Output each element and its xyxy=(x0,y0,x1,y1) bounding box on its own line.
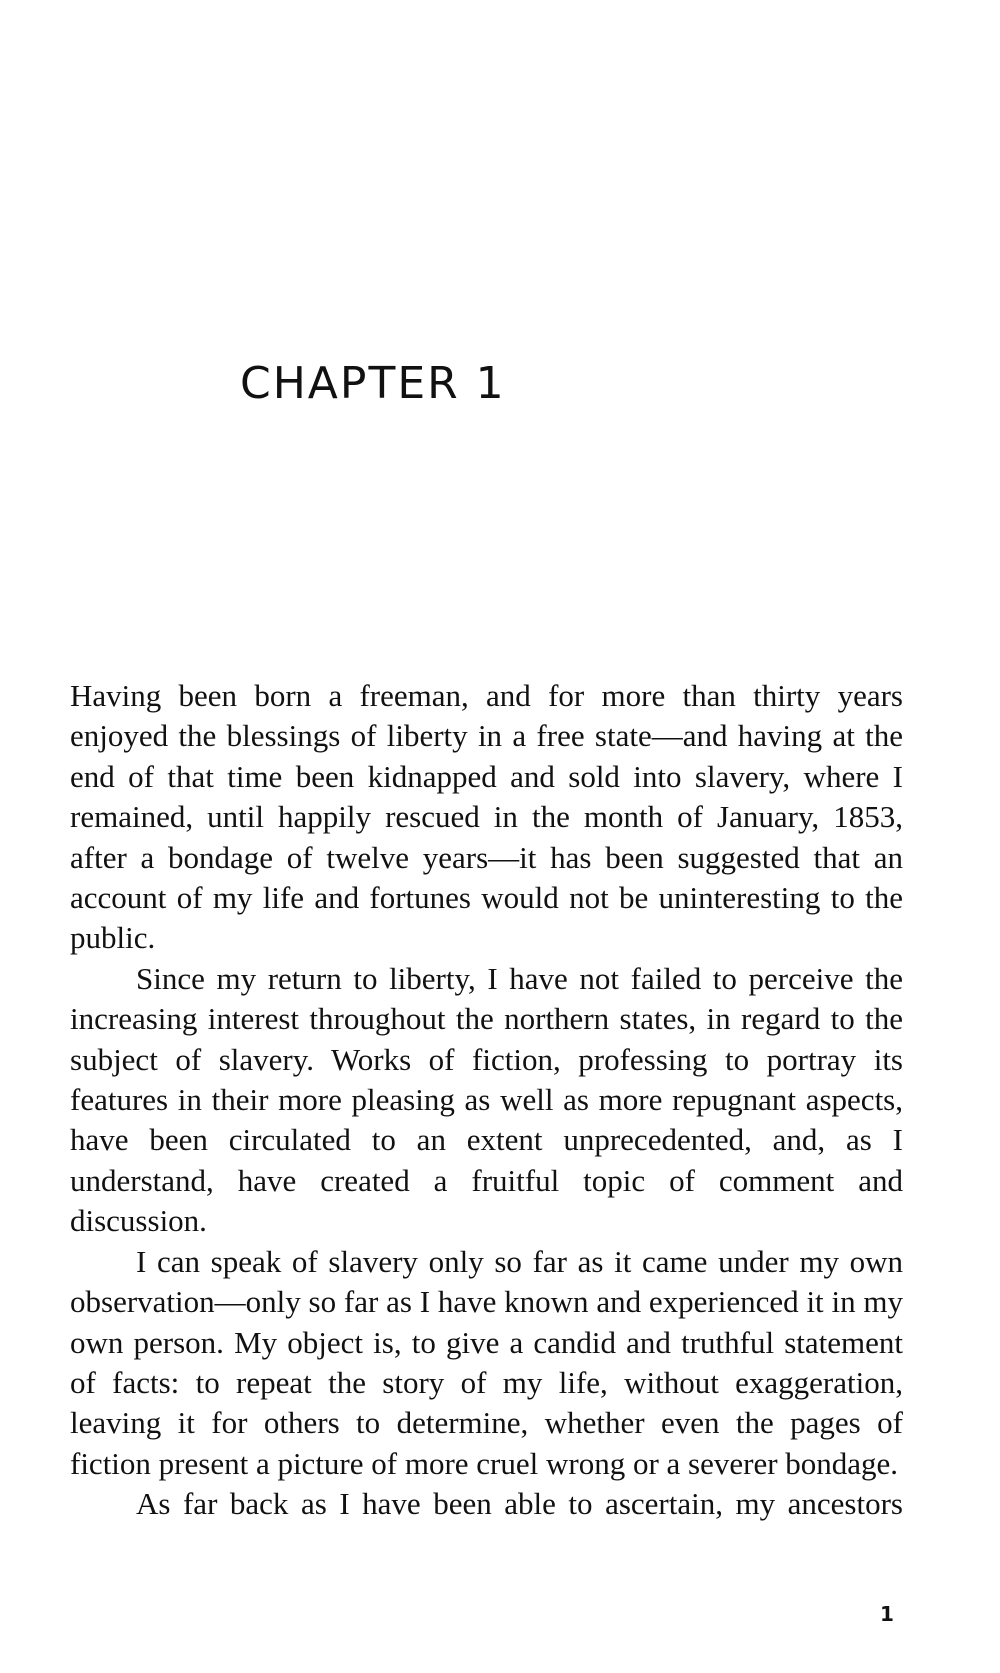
paragraph: As far back as I have been able to ascertain, my ancestors xyxy=(136,1486,903,1522)
page-number: 1 xyxy=(880,1602,894,1626)
chapter-body xyxy=(70,676,903,1525)
chapter-title: CHAPTER 1 xyxy=(240,358,506,409)
paragraph: Since my return to liberty, I have not failed to perceive the increasing interest throughout the northern states, in regard to the subject of slavery. Works of fiction, professing to portray its features in their more pleasing as well as more repugnant aspects, have been circulated to an extent unprecedented, and, as I understand, have created a fruitful topic of comment and discussion. xyxy=(70,960,903,1239)
paragraph: Having been born a freeman, and for more than thirty years enjoyed the blessings of liberty in a free state—and having at the end of that time been kidnapped and sold into slavery, where I remained, until happily rescued in the month of January, 1853, after a bondage of twelve years—it has been suggested that an account of my life and fortunes would not be uninteresting to the public. xyxy=(70,678,903,956)
paragraph: I can speak of slavery only so far as it came under my own observation—only so far as I have known and experienced it in my own person. My object is, to give a candid and truthful statement of facts: to repeat the story of my life, without exaggeration, leaving it for others to determine, whether even the pages of fiction present a picture of more cruel wrong or a severer bondage. xyxy=(70,1243,903,1481)
